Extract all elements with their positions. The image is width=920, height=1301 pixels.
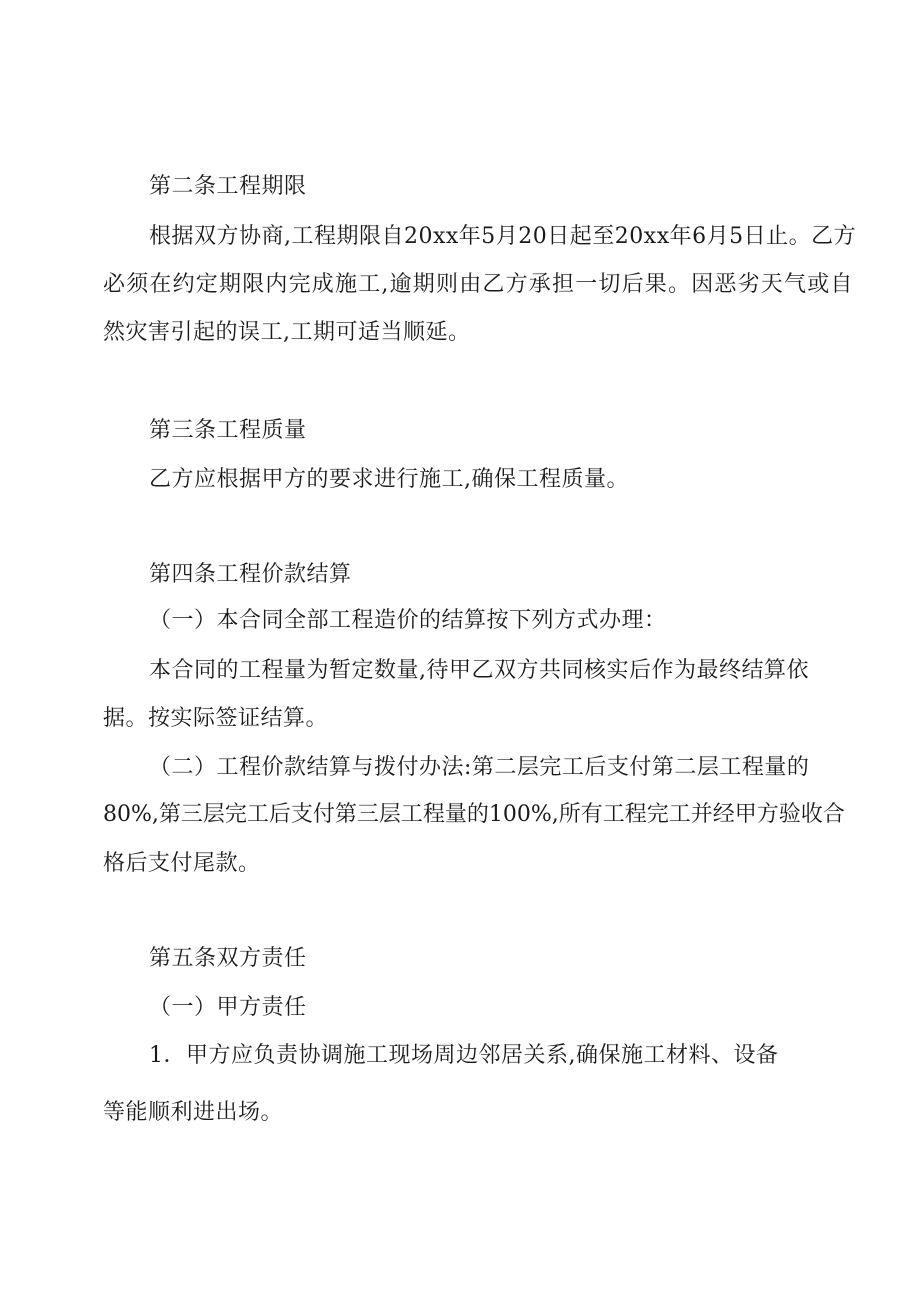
section-5-point-1-line-2: 等能顺利进出场。 [103,1100,284,1125]
section-2-para-line-2: 必须在约定期限内完成施工,逾期则由乙方承担一切后果。因恶劣天气或自 [103,272,854,297]
section-4-heading: 第四条工程价款结算 [149,562,352,587]
section-4-item-1: （一）本合同全部工程造价的结算按下列方式办理： [149,608,667,633]
section-4-item-2-line-2: 80%,第三层完工后支付第三层工程量的100%,所有工程完工并经甲方验收合 [103,802,845,827]
section-4-item-2-line-3: 格后支付尾款。 [103,851,261,876]
section-4-para-1-line-1: 本合同的工程量为暂定数量,待甲乙双方共同核实后作为最终结算依 [149,658,809,683]
section-3-heading: 第三条工程质量 [149,418,307,443]
section-2-para-line-1: 根据双方协商,工程期限自20xx年5月20日起至20xx年6月5日止。乙方 [149,224,857,249]
section-5-point-1-line-1: 1．甲方应负责协调施工现场周边邻居关系,确保施工材料、设备 [149,1043,779,1068]
section-2-para-line-3: 然灾害引起的误工,工期可适当顺延。 [103,320,471,345]
section-2-heading: 第二条工程期限 [149,174,307,199]
section-5-heading: 第五条双方责任 [149,946,307,971]
section-4-item-2-line-1: （二）工程价款结算与拨付办法:第二层完工后支付第二层工程量的 [149,755,810,780]
section-3-para-line-1: 乙方应根据甲方的要求进行施工,确保工程质量。 [149,467,629,492]
section-5-item-1: （一）甲方责任 [149,995,307,1020]
section-4-para-1-line-2: 据。按实际签证结算。 [103,706,329,731]
